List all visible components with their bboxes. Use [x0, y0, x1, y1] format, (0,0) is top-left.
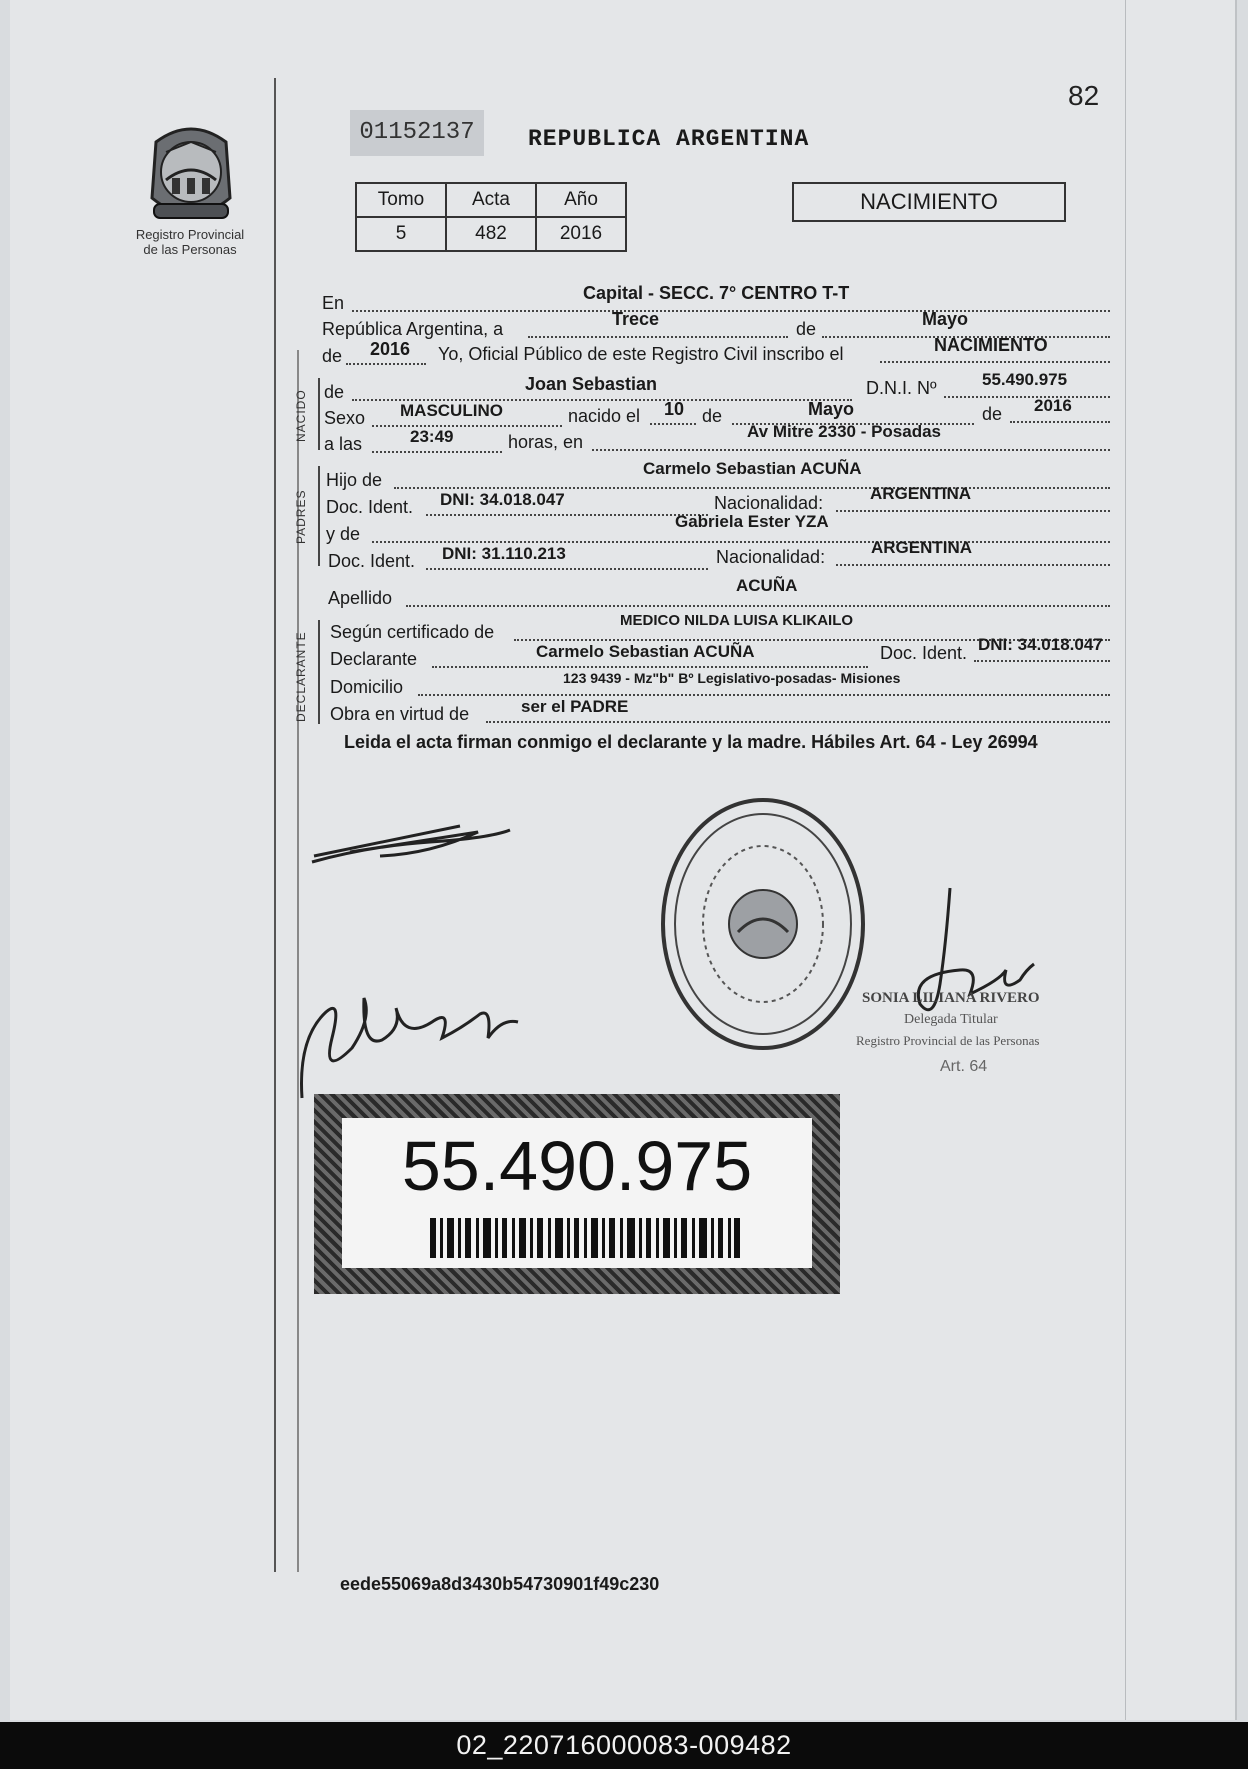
label-apellido: Apellido	[328, 588, 393, 608]
line-madre-nac	[836, 564, 1110, 566]
official-title: Delegada Titular	[904, 1012, 998, 1027]
value-certificado: MEDICO NILDA LUISA KLIKAILO	[620, 612, 854, 629]
line-apellido	[406, 605, 1110, 607]
official-stamp-icon	[658, 794, 868, 1054]
label-a-las: a las	[324, 434, 363, 454]
record-type-box: NACIMIENTO	[792, 182, 1066, 222]
label-doc-ident-3: Doc. Ident.	[880, 643, 968, 663]
province-seal-icon	[138, 120, 244, 228]
registry-caption-line2: de las Personas	[143, 242, 237, 257]
line-dni	[944, 396, 1110, 398]
value-padre-doc: DNI: 34.018.047	[440, 490, 565, 509]
document-page	[10, 0, 1237, 1720]
label-y-de: y de	[326, 524, 361, 544]
bracket-padres	[318, 466, 320, 566]
label-de-nombre: de	[324, 382, 345, 402]
label-segun: Según certificado de	[330, 622, 495, 642]
bracket-declarante	[318, 620, 320, 724]
bracket-nacido	[318, 378, 320, 450]
registry-caption	[120, 227, 260, 257]
label-sexo: Sexo	[324, 408, 366, 428]
value-dni: 55.490.975	[982, 370, 1068, 389]
footer-id: 02_220716000083-009482	[0, 1722, 1248, 1769]
value-lugar: Capital - SECC. 7° CENTRO T-T	[583, 283, 850, 303]
page-number: 82	[1068, 80, 1100, 111]
country-title: REPUBLICA ARGENTINA	[528, 126, 810, 152]
document-hash: eede55069a8d3430b54730901f49c230	[340, 1574, 660, 1594]
line-tipo	[880, 361, 1110, 363]
value-tipo: NACIMIENTO	[934, 335, 1048, 355]
margin-line-outer	[274, 78, 276, 1572]
line-padre	[394, 487, 1110, 489]
line-anio-nac	[1010, 421, 1110, 423]
label-republica: República Argentina, a	[322, 319, 504, 339]
label-horas-en: horas, en	[508, 432, 584, 452]
label-dni: D.N.I. Nº	[866, 378, 937, 398]
value-hora: 23:49	[410, 427, 454, 446]
line-madre-doc	[426, 568, 708, 570]
value-anio-inscripcion: 2016	[370, 339, 411, 359]
registry-caption-line1: Registro Provincial	[135, 227, 245, 242]
line-declarante	[432, 666, 868, 668]
header-acta: Acta	[446, 183, 536, 217]
value-sexo: MASCULINO	[400, 401, 503, 420]
closing-text: Leida el acta firman conmigo el declarante y la madre. Hábiles Art. 64 - Ley 26994	[344, 732, 1038, 752]
label-nacido-el: nacido el	[568, 406, 641, 426]
value-mes-nac: Mayo	[808, 399, 855, 419]
value-madre: Gabriela Ester YZA	[675, 512, 829, 531]
side-label-declarante: DECLARANTE	[294, 631, 308, 722]
value-mes-inscripcion: Mayo	[922, 309, 969, 329]
line-declarante-doc	[974, 660, 1110, 662]
value-declarante-doc: DNI: 34.018.047	[978, 635, 1103, 654]
value-madre-nac: ARGENTINA	[871, 538, 973, 557]
value-tomo: 5	[356, 217, 446, 251]
label-de-anio2: de	[982, 404, 1003, 424]
line-madre	[372, 541, 1110, 543]
line-anio	[346, 363, 426, 365]
label-hijo-de: Hijo de	[326, 470, 383, 490]
line-dia-nac	[650, 423, 696, 425]
side-label-padres: PADRES	[294, 489, 308, 544]
label-de-mes: de	[796, 319, 817, 339]
page-edge	[1125, 0, 1151, 1720]
official-note: Art. 64	[940, 1058, 988, 1075]
line-padre-nac	[836, 510, 1110, 512]
label-nacionalidad-1: Nacionalidad:	[714, 493, 824, 513]
value-declarante: Carmelo Sebastian ACUÑA	[536, 642, 755, 661]
label-nacionalidad-2: Nacionalidad:	[716, 547, 826, 567]
header-tomo: Tomo	[356, 183, 446, 217]
line-en	[352, 310, 1110, 312]
label-de-anio: de	[322, 346, 343, 366]
side-label-nacido: NACIDO	[294, 389, 308, 442]
value-anio: 2016	[536, 217, 626, 251]
line-sexo	[372, 425, 562, 427]
value-nombre: Joan Sebastian	[525, 374, 658, 394]
line-lugar-nac	[592, 449, 1110, 451]
barcode-number: 55.490.975	[401, 1127, 753, 1205]
line-dia	[528, 336, 788, 338]
value-apellido: ACUÑA	[736, 576, 798, 595]
value-anio-nac: 2016	[1034, 396, 1072, 415]
value-madre-doc: DNI: 31.110.213	[442, 544, 566, 563]
mother-signature-icon	[292, 978, 532, 1104]
header-anio: Año	[536, 183, 626, 217]
label-oficial: Yo, Oficial Público de este Registro Civil inscribo el	[438, 344, 844, 364]
line-obra	[486, 721, 1110, 723]
value-padre-nac: ARGENTINA	[870, 484, 972, 503]
line-domicilio	[418, 694, 1110, 696]
value-lugar-nac: Av Mitre 2330 - Posadas	[747, 422, 942, 441]
register-table	[355, 182, 627, 252]
value-dia-inscripcion: Trece	[612, 309, 660, 329]
signature-scribble-icon	[310, 812, 520, 866]
value-acta: 482	[446, 217, 536, 251]
label-en: En	[322, 293, 345, 313]
label-de-dia: de	[702, 406, 723, 426]
barcode-bars-icon	[430, 1218, 740, 1258]
label-declarante: Declarante	[330, 649, 418, 669]
barcode-label	[314, 1094, 840, 1294]
label-obra: Obra en virtud de	[330, 704, 470, 724]
label-doc-ident-1: Doc. Ident.	[326, 497, 414, 517]
official-office: Registro Provincial de las Personas	[856, 1033, 1040, 1048]
barcode-inner	[342, 1118, 812, 1268]
label-doc-ident-2: Doc. Ident.	[328, 551, 416, 571]
line-hora	[372, 451, 502, 453]
value-obra: ser el PADRE	[521, 697, 629, 716]
label-domicilio: Domicilio	[330, 677, 404, 697]
value-domicilio: 123 9439 - Mz"b" Bº Legislativo-posadas- Misiones	[563, 670, 901, 686]
official-name: SONIA LILIANA RIVERO	[862, 990, 1040, 1006]
value-dia-nac: 10	[664, 399, 685, 419]
serial-number: 01152137	[350, 110, 484, 156]
value-padre: Carmelo Sebastian ACUÑA	[643, 459, 862, 478]
line-padre-doc	[426, 514, 708, 516]
